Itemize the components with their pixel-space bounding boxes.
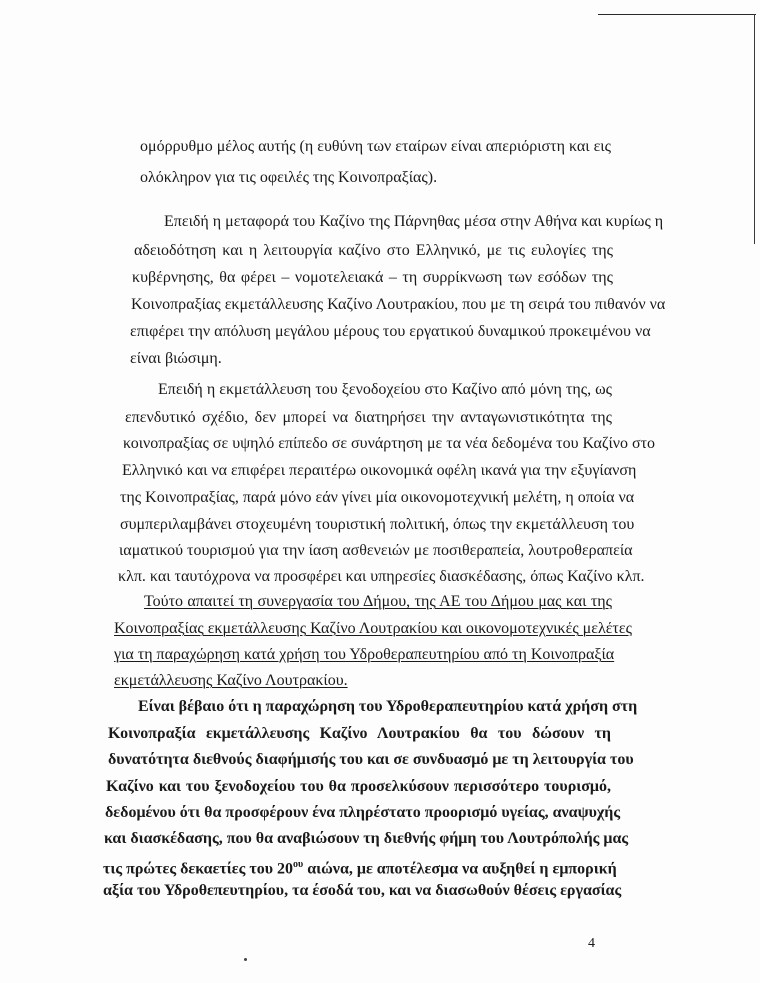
text-line: της Κοινοπραξίας, παρά μόνο εάν γίνει μία οικονομοτεχνική μελέτη, η οποία να xyxy=(120,489,635,506)
scan-edge-right xyxy=(754,14,755,244)
text-line: Κοινοπραξίας εκμετάλλευσης Καζίνο Λουτρακίου και οικονομοτεχνικές μελέτες xyxy=(114,620,632,637)
text-line: είναι βιώσιμη. xyxy=(130,350,222,367)
scan-speck xyxy=(244,958,247,961)
text-line: αδειοδότηση και η λειτουργία καζίνο στο Ελληνικό, με τις ευλογίες της xyxy=(134,242,613,259)
superscript: ου xyxy=(293,859,304,870)
text-line: τις πρώτες δεκαετίες του $20^{o\upsilon}$ αιώνα, με αποτέλεσμα να αυξηθεί η εμπορική xyxy=(103,859,617,878)
text-line: δεδομένου ότι θα προσφέρουν ένα πληρέστατο προορισμό υγείας, αναψυχής xyxy=(105,804,621,821)
text-line: συμπεριλαμβάνει στοχευμένη τουριστική πολιτική, όπως την εκμετάλλευση του xyxy=(120,516,635,533)
text-line: κλπ. και ταυτόχρονα να προσφέρει και υπηρεσίες διασκέδασης, όπως Καζίνο κλπ. xyxy=(118,568,645,585)
text-line: Τούτο απαιτεί τη συνεργασία του Δήμου, της ΑΕ του Δήμου μας και της xyxy=(144,593,612,610)
text-line: και διασκέδασης, που θα αναβιώσουν τη διεθνής φήμη του Λουτρόπολής μας xyxy=(104,830,629,847)
page-number: 4 xyxy=(588,936,595,951)
text-line: Είναι βέβαιο ότι η παραχώρηση του Υδροθεραπευτηρίου κατά χρήση στη xyxy=(138,698,638,715)
text-line: ολόκληρον για τις οφειλές της Κοινοπραξίας). xyxy=(140,169,438,186)
text-line: Επειδή η εκμετάλλευση του ξενοδοχείου στο Καζίνο από μόνη της, ως xyxy=(158,381,612,398)
text-line: ιαματικού τουρισμού για την ίαση ασθενειών με ποσιθεραπεία, λουτροθεραπεία xyxy=(119,542,633,559)
text-line: Ελληνικό και να επιφέρει περαιτέρω οικονομικά οφέλη ικανά για την εξυγίανση xyxy=(122,462,637,479)
text-line: ομόρρυθμο μέλος αυτής (η ευθύνη των εταίρων είναι απεριόριστη και εις xyxy=(140,138,611,155)
text-line: κυβέρνησης, θα φέρει – νομοτελειακά – τη συρρίκνωση των εσόδων της xyxy=(132,269,613,286)
text-line: Κοινοπραξίας εκμετάλλευσης Καζίνο Λουτρακίου, που με τη σειρά του πιθανόν να xyxy=(131,296,666,313)
text-line: κοινοπραξίας σε υψηλό επίπεδο σε συνάρτηση με τα νέα δεδομένα του Καζίνο στο xyxy=(123,435,656,452)
text-line: Επειδή η μεταφορά του Καζίνο της Πάρνηθας μέσα στην Αθήνα και κυρίως η xyxy=(164,213,664,230)
text-line: δυνατότητα διεθνούς διαφήμισής του και σε συνδυασμό με τη λειτουργία του xyxy=(108,751,634,768)
text-line: αξία του Υδροθεπευτηρίου, τα έσοδά του, και να διασωθούν θέσεις εργασίας xyxy=(103,882,622,899)
text-line: για τη παραχώρηση κατά χρήση του Υδροθεραπευτηρίου από τη Κοινοπραξία xyxy=(114,646,615,663)
text-line: επιφέρει την απόλυση μεγάλου μέρους του εργατικού δυναμικού προκειμένου να xyxy=(130,323,651,340)
scan-edge-top xyxy=(598,14,756,15)
text-line: επενδυτικό σχέδιο, δεν μπορεί να διατηρήσει την ανταγωνιστικότητα της xyxy=(125,409,612,426)
text-line: εκμετάλλευσης Καζίνο Λουτρακίου. xyxy=(114,672,348,689)
text-line: Καζίνο και του ξενοδοχείου του θα προσελκύσουν περισσότερο τουρισμό, xyxy=(106,778,611,795)
text-line: Κοινοπραξία εκμετάλλευσης Καζίνο Λουτρακίου θα του δώσουν τη xyxy=(108,725,611,742)
